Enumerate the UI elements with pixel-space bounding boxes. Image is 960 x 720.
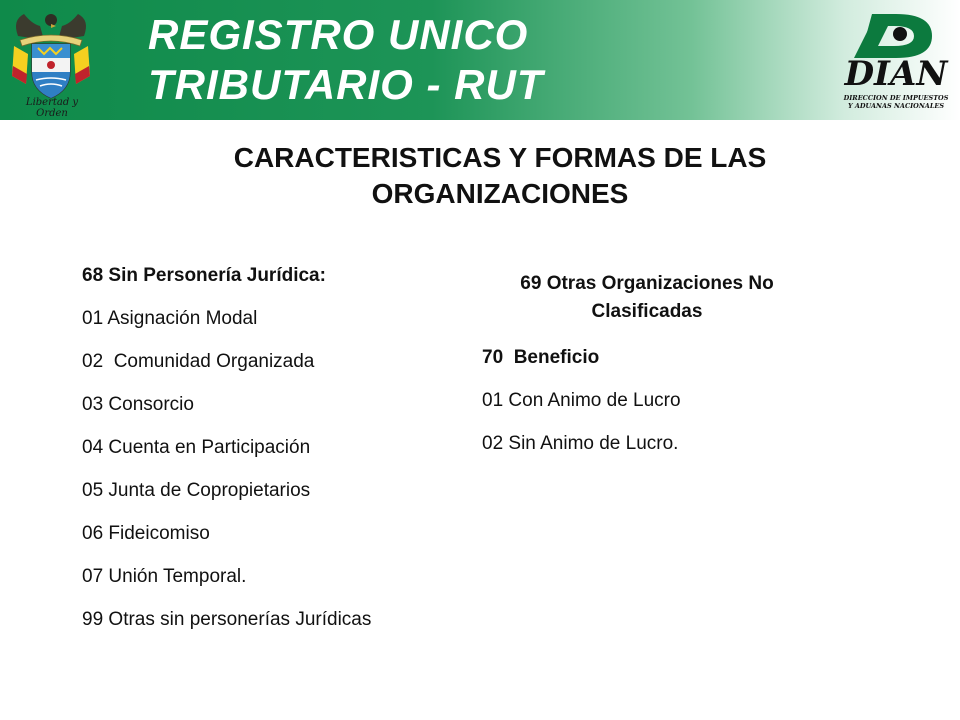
header-title-line2: TRIBUTARIO - RUT: [148, 61, 544, 108]
list-item: 07 Unión Temporal.: [82, 566, 247, 587]
crest-motto: Libertad y Orden: [25, 97, 79, 119]
header-banner: [0, 0, 960, 120]
dian-logo-text: DIAN: [844, 54, 948, 94]
slide-title-line1: CARACTERISTICAS Y FORMAS DE LAS: [233, 142, 767, 173]
list-item: 03 Consorcio: [82, 394, 194, 415]
slide-title: [180, 140, 820, 212]
right-column-heading-line1: 69 Otras Organizaciones No: [520, 273, 774, 294]
list-item: 02 Sin Animo de Lucro.: [482, 433, 679, 454]
list-item: 01 Con Animo de Lucro: [482, 390, 681, 411]
left-column: [82, 262, 462, 649]
header-title-line1: REGISTRO UNICO: [148, 11, 529, 58]
right-column: [482, 270, 812, 473]
right-column-subheading: 70 Beneficio: [482, 347, 600, 368]
list-item: 05 Junta de Copropietarios: [82, 480, 311, 501]
right-column-heading-line2: Clasificadas: [591, 301, 703, 322]
list-item: 99 Otras sin personerías Jurídicas: [82, 609, 372, 630]
list-item: 06 Fideicomiso: [82, 523, 210, 544]
left-column-heading: 68 Sin Personería Jurídica:: [82, 265, 326, 286]
list-item: 01 Asignación Modal: [82, 308, 258, 329]
dian-logo-subtitle-line2: Y ADUANAS NACIONALES: [847, 102, 945, 110]
header-title: [148, 10, 544, 110]
right-column-heading: [482, 270, 812, 344]
list-item: 04 Cuenta en Participación: [82, 437, 311, 458]
dian-logo-subtitle-line1: DIRECCION DE IMPUESTOS: [843, 94, 949, 102]
dian-logo-subtitle: [840, 94, 952, 110]
slide-title-line2: ORGANIZACIONES: [371, 178, 629, 209]
list-item: 02 Comunidad Organizada: [82, 351, 315, 372]
